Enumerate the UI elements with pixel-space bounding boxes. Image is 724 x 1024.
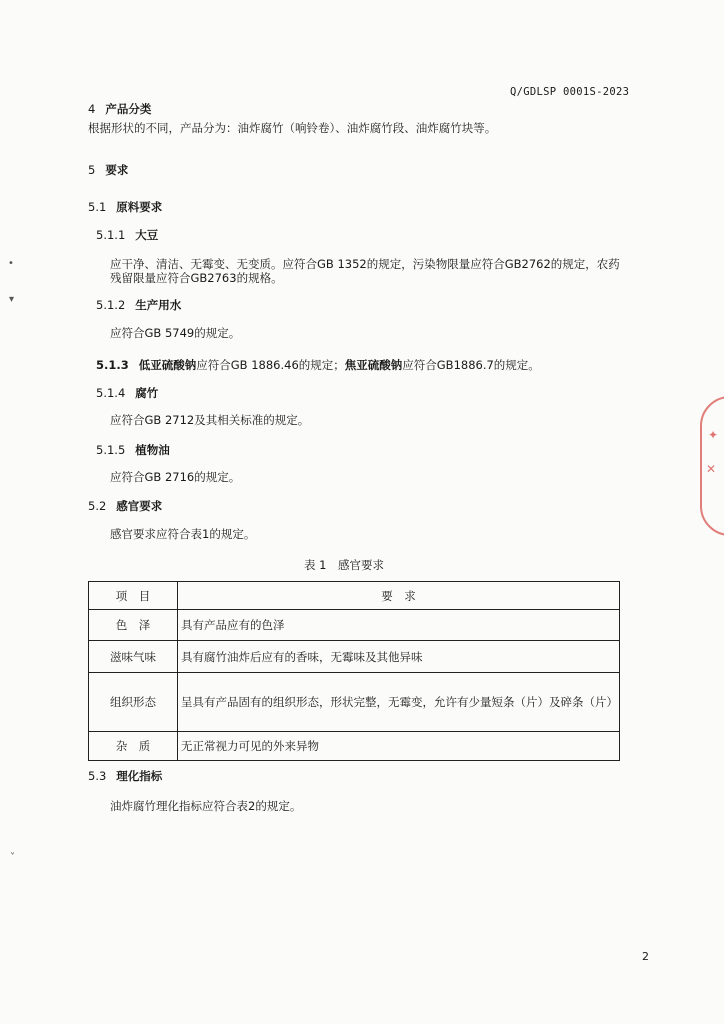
section-title: 大豆 — [135, 228, 159, 242]
table-cell-item: 滋味气味 — [89, 641, 178, 673]
section-number: 5 — [88, 163, 96, 177]
section-4-heading — [88, 101, 151, 117]
section-number: 5.1.3 — [96, 358, 129, 372]
section-5-1-4-heading — [96, 385, 158, 401]
section-title: 产品分类 — [105, 102, 152, 116]
scan-speck-icon: ˅ — [10, 852, 15, 863]
section-number: 5.3 — [88, 769, 107, 783]
page-number: 2 — [642, 950, 649, 963]
table-header-row — [89, 582, 620, 610]
table-cell-item: 组织形态 — [89, 673, 178, 732]
section-5-1-3-line — [96, 357, 540, 373]
section-5-1-1-text-line2: 残留限量应符合GB2763的规格。 — [110, 271, 283, 285]
section-title-b: 焦亚硫酸钠 — [344, 358, 403, 372]
table-cell-requirement: 无正常视力可见的外来异物 — [178, 732, 620, 761]
section-5-3-heading — [88, 768, 162, 784]
section-number: 5.1 — [88, 200, 107, 214]
section-text-a: 应符合GB 1886.46的规定； — [196, 358, 345, 372]
section-5-1-2-heading — [96, 297, 181, 313]
section-title: 植物油 — [135, 443, 170, 457]
section-5-1-1-text-line1: 应干净、清洁、无霉变、无变质。应符合GB 1352的规定，污染物限量应符合GB2762的规定，农药 — [110, 257, 620, 271]
section-5-2-heading — [88, 498, 162, 514]
table-cell-item: 色 泽 — [89, 610, 178, 641]
section-number: 5.1.4 — [96, 386, 126, 400]
section-number: 4 — [88, 102, 96, 116]
section-number: 5.1.1 — [96, 228, 126, 242]
table-row — [89, 732, 620, 761]
section-5-1-4-text: 应符合GB 2712及其相关标准的规定。 — [110, 413, 310, 427]
section-text-b: 应符合GB1886.7的规定。 — [402, 358, 540, 372]
scan-speck-icon: • — [8, 258, 14, 269]
section-number: 5.2 — [88, 499, 107, 513]
section-title: 腐竹 — [135, 386, 159, 400]
section-5-1-1-heading — [96, 227, 158, 243]
sensory-requirements-table — [88, 581, 620, 761]
table-row — [89, 610, 620, 641]
table-cell-requirement: 具有腐竹油炸后应有的香味，无霉味及其他异味 — [178, 641, 620, 673]
document-code: Q/GDLSP 0001S-2023 — [510, 86, 630, 98]
section-4-text: 根据形状的不同，产品分为：油炸腐竹（响铃卷）、油炸腐竹段、油炸腐竹块等。 — [88, 121, 497, 135]
section-title: 理化指标 — [116, 769, 163, 783]
section-title-a: 低亚硫酸钠 — [138, 358, 197, 372]
table-caption: 表 1 感官要求 — [304, 558, 384, 572]
section-5-1-heading — [88, 199, 162, 215]
table-header-requirement: 要 求 — [178, 582, 620, 610]
table-row — [89, 641, 620, 673]
section-title: 原料要求 — [116, 200, 163, 214]
table-cell-item: 杂 质 — [89, 732, 178, 761]
table-row — [89, 673, 620, 732]
section-title: 感官要求 — [116, 499, 163, 513]
section-5-3-text: 油炸腐竹理化指标应符合表2的规定。 — [110, 799, 302, 813]
section-5-1-5-heading — [96, 442, 170, 458]
section-5-1-2-text: 应符合GB 5749的规定。 — [110, 326, 241, 340]
seal-star-icon: ✦ — [708, 428, 719, 442]
section-5-2-text: 感官要求应符合表1的规定。 — [110, 527, 256, 541]
scan-speck-icon: ▾ — [9, 294, 15, 305]
table-cell-requirement: 呈具有产品固有的组织形态，形状完整，无霉变，允许有少量短条（片）及碎条（片） — [178, 673, 620, 732]
table-header-item: 项 目 — [89, 582, 178, 610]
section-title: 要求 — [105, 163, 129, 177]
seal-mark-icon: ✕ — [706, 462, 717, 476]
table-cell-requirement: 具有产品应有的色泽 — [178, 610, 620, 641]
section-number: 5.1.2 — [96, 298, 126, 312]
section-title: 生产用水 — [135, 298, 182, 312]
section-number: 5.1.5 — [96, 443, 126, 457]
section-5-1-5-text: 应符合GB 2716的规定。 — [110, 470, 241, 484]
section-5-heading — [88, 162, 128, 178]
